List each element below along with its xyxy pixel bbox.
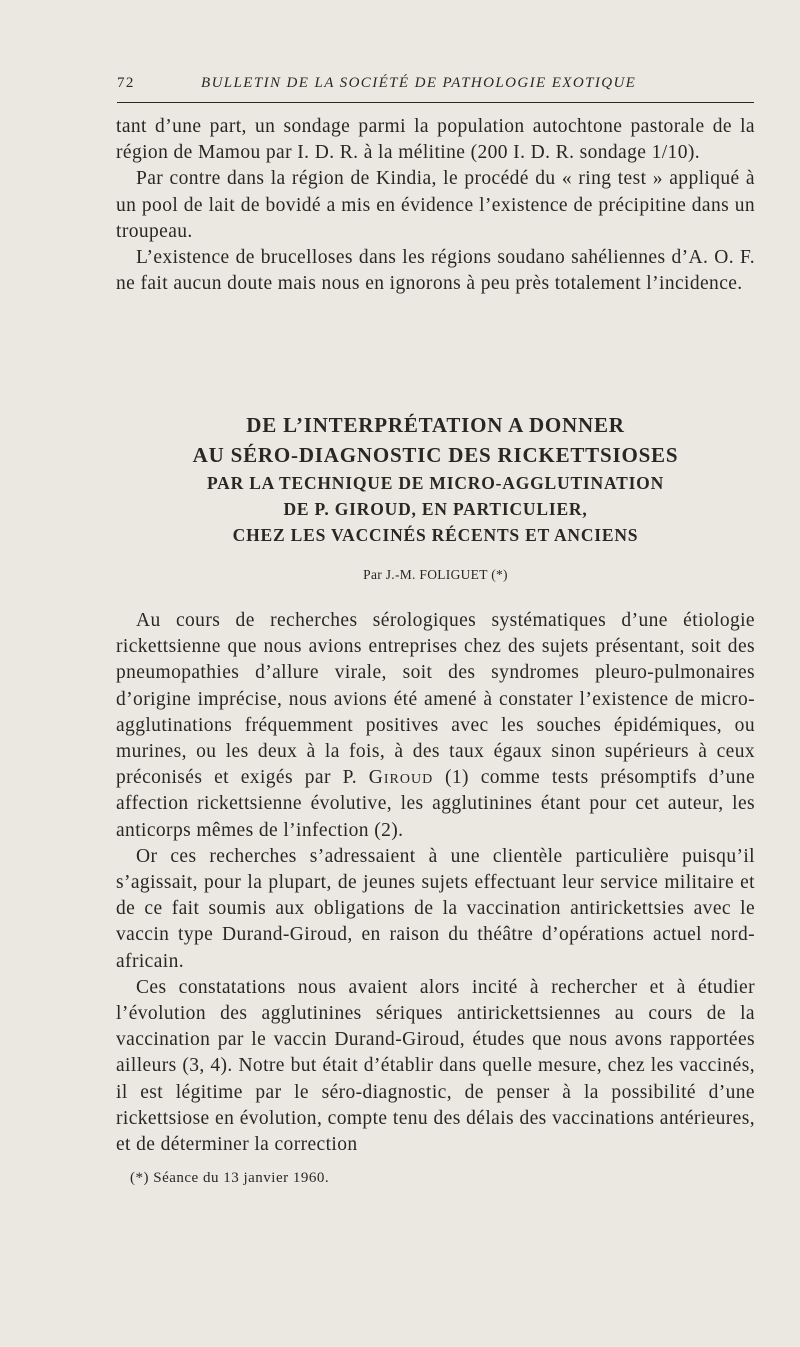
paragraph bbox=[116, 608, 755, 844]
article-heading bbox=[116, 410, 755, 548]
article-title-line: AU SÉRO-DIAGNOSTIC DES RICKETTSIOSES bbox=[192, 443, 679, 467]
paragraph-text: Au cours de recherches sérologiques systématiques d’une étiologie rickettsienne que nous avions entreprises chez des sujets présentant, soit des pneumopathies d’allure virale, soit des syndromes pleuro-pulmonaires d’origine imprécise, nous avions été amené à constater l’existence de micro-agglutinations fréquemment positives avec les souches épidémiques, ou murines, ou les deux à la fois, à des taux égaux sinon supérieurs à ceux préconisés et exigés par P. bbox=[116, 610, 755, 789]
header-rule bbox=[117, 102, 754, 103]
previous-article-end bbox=[116, 114, 755, 297]
paragraph: Par contre dans la région de Kindia, le procédé du « ring test » appliqué à un pool de lait de bovidé a mis en évidence l’existence de précipitine dans un troupeau. bbox=[116, 168, 755, 242]
running-head: BULLETIN DE LA SOCIÉTÉ DE PATHOLOGIE EXOTIQUE bbox=[201, 75, 637, 91]
paragraph-text: (1) comme tests présomptifs d’une affection rickettsienne évolutive, les agglutinines étant pour cet auteur, les anticorps mêmes de l’infection (2). bbox=[116, 767, 756, 841]
page-header bbox=[117, 72, 754, 100]
paragraph: Or ces recherches s’adressaient à une clientèle particulière puisqu’il s’agissait, pour la plupart, de jeunes sujets effectuant leur service militaire et de ce fait soumis aux obligations de la vaccination antirickettsies avec le vaccin type Durand-Giroud, en raison du théâtre d’opérations actuel nord-africain. bbox=[116, 845, 755, 972]
cited-author: Giroud bbox=[368, 767, 434, 789]
page-number: 72 bbox=[117, 75, 135, 91]
author-byline: Par J.-M. FOLIGUET (*) bbox=[363, 567, 508, 582]
article-body bbox=[116, 608, 755, 1158]
paragraph: Ces constatations nous avaient alors incité à rechercher et à étudier l’évolution des agglutinines sériques antirickettsiennes au cours de la vaccination par le vaccin Durand-Giroud, études que nous avons rapportées ailleurs (3, 4). Notre but était d’établir dans quelle mesure, chez les vaccinés, il est légitime par le séro-diagnostic, de penser à la possibilité d’une rickettsiose en évolution, compte tenu des délais des vaccinations antérieures, et de déterminer la correction bbox=[116, 976, 755, 1156]
article-title-line: DE L’INTERPRÉTATION A DONNER bbox=[246, 413, 625, 437]
paragraph: L’existence de brucelloses dans les régions soudano sahéliennes d’A. O. F. ne fait aucun doute mais nous en ignorons à peu près totalement l’incidence. bbox=[116, 247, 755, 295]
paragraph: tant d’une part, un sondage parmi la population autochtone pastorale de la région de Mamou par I. D. R. à la mélitine (200 I. D. R. sondage 1/10). bbox=[116, 116, 755, 164]
article-subtitle-line: CHEZ LES VACCINÉS RÉCENTS ET ANCIENS bbox=[232, 525, 639, 545]
footnote: (*) Séance du 13 janvier 1960. bbox=[130, 1170, 330, 1186]
article-subtitle-line: PAR LA TECHNIQUE DE MICRO-AGGLUTINATION bbox=[206, 473, 665, 493]
article-subtitle-line: DE P. GIROUD, EN PARTICULIER, bbox=[283, 499, 588, 519]
